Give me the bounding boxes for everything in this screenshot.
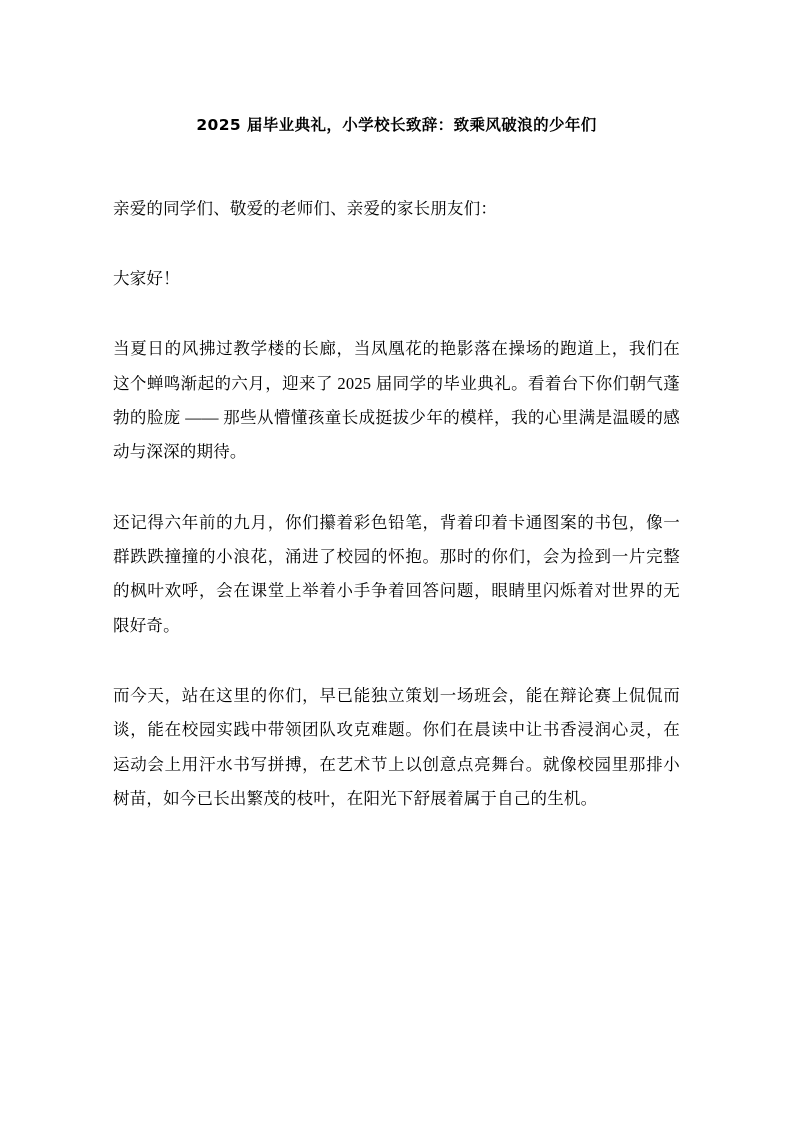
paragraph-body-2: 还记得六年前的九月，你们攥着彩色铅笔，背着印着卡通图案的书包，像一群跌跌撞撞的小浪花，涌进了校园的怀抱。那时的你们，会为捡到一片完整的枫叶欢呼，会在课堂上举着小手争着回答问题，眼睛里闪烁着对世界的无限好奇。 bbox=[113, 512, 680, 635]
paragraph-body-1: 当夏日的风拂过教学楼的长廊，当凤凰花的艳影落在操场的跑道上，我们在这个蝉鸣渐起的六月，迎来了 2025 届同学的毕业典礼。看着台下你们朝气蓬勃的脸庞 —— 那些从懵懂孩童长成挺拔少年的模样，我的心里满是温暖的感动与深深的期待。 bbox=[113, 339, 680, 462]
document-body bbox=[113, 192, 680, 816]
paragraph-greeting: 大家好！ bbox=[113, 269, 180, 289]
paragraph-body-3: 而今天，站在这里的你们，早已能独立策划一场班会，能在辩论赛上侃侃而谈，能在校园实践中带领团队攻克难题。你们在晨读中让书香浸润心灵，在运动会上用汗水书写拼搏，在艺术节上以创意点亮舞台。就像校园里那排小树苗，如今已长出繁茂的枝叶，在阳光下舒展着属于自己的生机。 bbox=[113, 685, 680, 808]
page-title: 2025 届毕业典礼，小学校长致辞：致乘风破浪的少年们 bbox=[196, 116, 597, 134]
paragraph-salutation: 亲爱的同学们、敬爱的老师们、亲爱的家长朋友们： bbox=[113, 198, 498, 218]
